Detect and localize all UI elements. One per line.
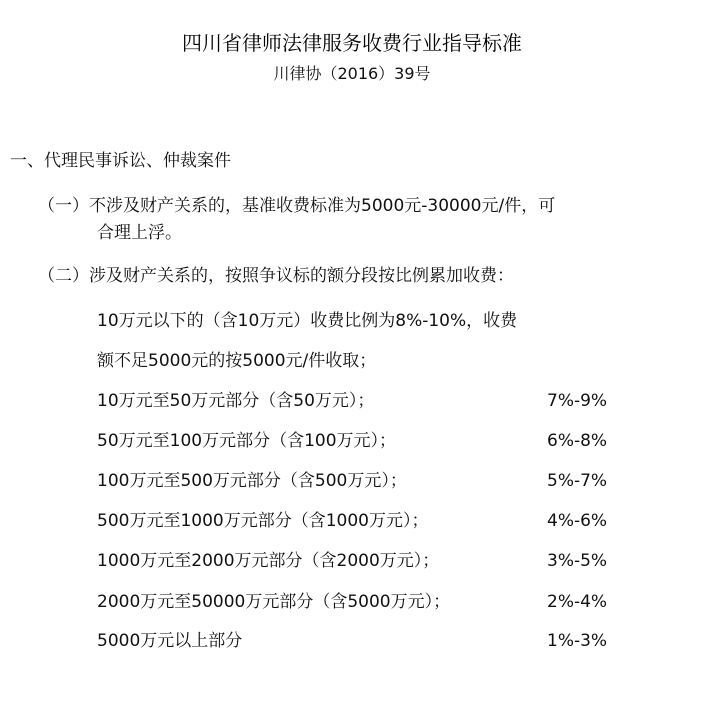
item1-line2: 合理上浮。 [97, 223, 182, 243]
fee-tier-rate: 4%-6% [547, 511, 608, 531]
document-number: 川律协（2016）39号 [273, 64, 431, 83]
page-title: 四川省律师法律服务收费行业指导标准 [182, 31, 522, 55]
fee-tier-rate: 7%-9% [547, 391, 608, 411]
fee-tier-range: 1000万元至2000万元部分（含2000万元）； [97, 551, 440, 571]
fee-tier-rate: 6%-8% [547, 431, 608, 451]
fee-tier-range: 50万元至100万元部分（含100万元）； [97, 431, 397, 451]
item1-line1: （一）不涉及财产关系的，基准收费标准为5000元-30000元/件，可 [38, 196, 556, 216]
fee-tier-range: 2000万元至50000万元部分（含5000万元）； [97, 592, 451, 612]
fee-tier-range: 10万元至50万元部分（含50万元）； [97, 391, 375, 411]
fee-tier-rate: 2%-4% [547, 592, 608, 612]
fee-tier-range: 500万元至1000万元部分（含1000万元）； [97, 511, 429, 531]
fee-tier-range: 5000万元以上部分 [97, 631, 243, 651]
fee-tier-range: 100万元至500万元部分（含500万元）； [97, 471, 407, 491]
fee-tier-rate: 1%-3% [547, 631, 608, 651]
fee-tier-rate: 5%-7% [547, 471, 608, 491]
section-heading: 一、代理民事诉讼、仲裁案件 [10, 151, 231, 171]
item2-heading: （二）涉及财产关系的，按照争议标的额分段按比例累加收费： [38, 266, 514, 286]
fee-tier-rate: 3%-5% [547, 551, 608, 571]
item2-intro-line1: 10万元以下的（含10万元）收费比例为8%-10%，收费 [97, 311, 518, 331]
item2-intro-line2: 额不足5000元的按5000元/件收取； [97, 351, 377, 371]
